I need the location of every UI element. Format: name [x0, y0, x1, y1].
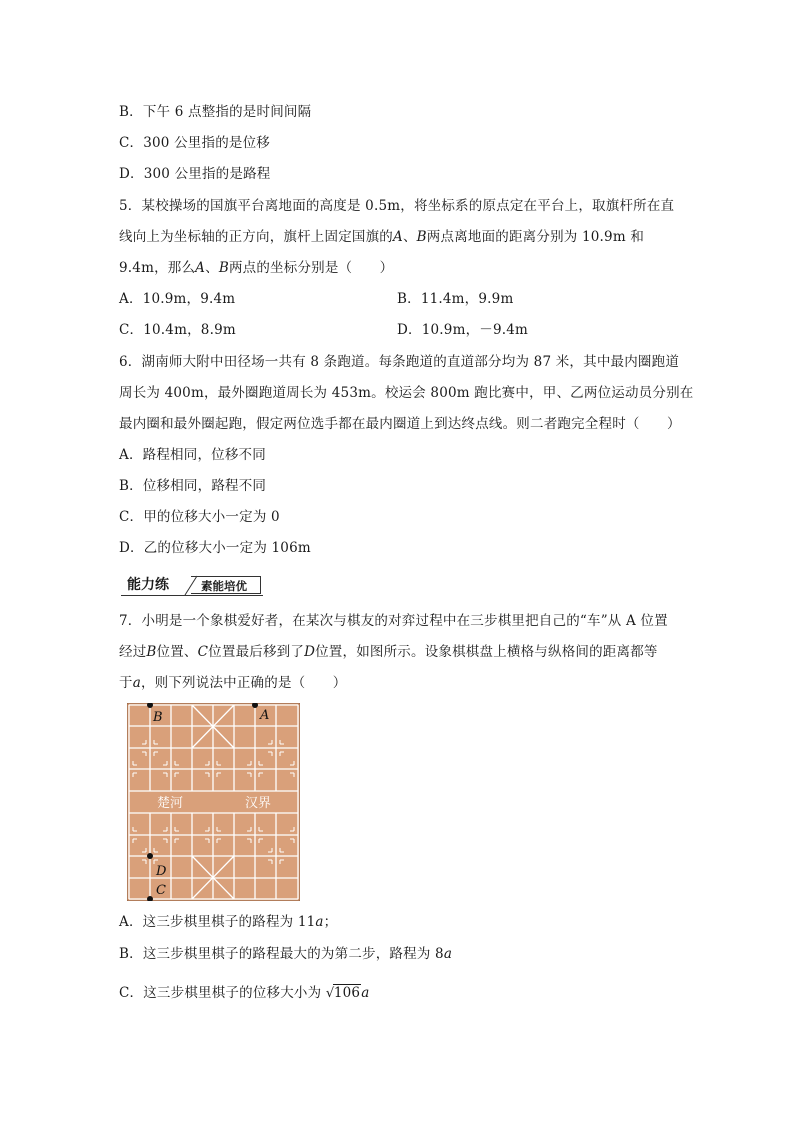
banner-underline: [121, 595, 263, 596]
q7-option-b: B．这三步棋里棋子的路程最大的为第二步，路程为 8a: [119, 946, 453, 962]
q4-option-c: C．300 公里指的是位移: [119, 135, 270, 151]
q5-option-d: D．10.9m，－9.4m: [397, 322, 529, 338]
sqrt-expression: √ 106: [325, 985, 361, 1001]
q7-stem-line3: 于a，则下列说法中正确的是（ ）: [119, 675, 347, 691]
q7-option-a: A．这三步棋里棋子的路程为 11a；: [119, 914, 338, 930]
q6-stem-line2: 周长为 400m，最外圈跑道周长为 453m。校运会 800m 跑比赛中，甲、乙两位运动员分别在: [119, 385, 694, 401]
river-right-text: 汉界: [245, 796, 272, 811]
q5-stem-line2: 线向上为坐标轴的正方向，旗杆上固定国旗的A、B两点离地面的距离分别为 10.9m 和: [119, 229, 645, 245]
board-label-b: B: [153, 710, 163, 725]
q7-option-c: C．这三步棋里棋子的位移大小为 √ 106a: [119, 985, 370, 1001]
section-banner: [121, 574, 263, 596]
q5-stem-line3: 9.4m，那么A、B两点的坐标分别是（ ）: [119, 260, 394, 276]
q6-option-d: D．乙的位移大小一定为 106m: [119, 540, 311, 556]
q6-option-c: C．甲的位移大小一定为 0: [119, 509, 280, 525]
q5-option-c: C．10.4m，8.9m: [119, 322, 236, 338]
banner-title: 能力练: [127, 577, 169, 593]
board-label-d: D: [156, 864, 167, 879]
board-label-c: C: [156, 883, 166, 898]
q6-option-a: A．路程相同，位移不同: [119, 447, 266, 463]
q5-option-a: A．10.9m，9.4m: [119, 291, 236, 307]
q7-stem-line2: 经过B位置、C位置最后移到了D位置，如图所示。设象棋棋盘上横格与纵格间的距离都等: [119, 644, 658, 660]
q7-stem-line1: 7．小明是一个象棋爱好者，在某次与棋友的对弈过程中在三步棋里把自己的“车”从 A 位置: [119, 613, 668, 629]
q6-stem-line3: 最内圈和最外圈起跑，假定两位选手都在最内圈道上到达终点线。则二者跑完全程时（ ）: [119, 416, 681, 432]
q4-option-d: D．300 公里指的是路程: [119, 166, 271, 182]
chess-board-figure: [127, 703, 300, 901]
point-a-label: A: [393, 229, 403, 245]
q4-option-b: B．下午 6 点整指的是时间间隔: [119, 104, 312, 120]
river-left-text: 楚河: [157, 796, 184, 811]
banner-subtitle: 素能培优: [191, 576, 261, 594]
board-label-a: A: [260, 708, 270, 723]
point-d-dot: [147, 853, 153, 859]
q5-option-b: B．11.4m，9.9m: [397, 291, 514, 307]
point-b-label: B: [416, 229, 427, 245]
q5-stem-line1: 5．某校操场的国旗平台离地面的高度是 0.5m，将坐标系的原点定在平台上，取旗杆所在直: [119, 198, 675, 214]
q6-stem-line1: 6．湖南师大附中田径场一共有 8 条跑道。每条跑道的直道部分均为 87 米，其中最内圈跑道: [119, 354, 680, 370]
q6-option-b: B．位移相同，路程不同: [119, 478, 267, 494]
